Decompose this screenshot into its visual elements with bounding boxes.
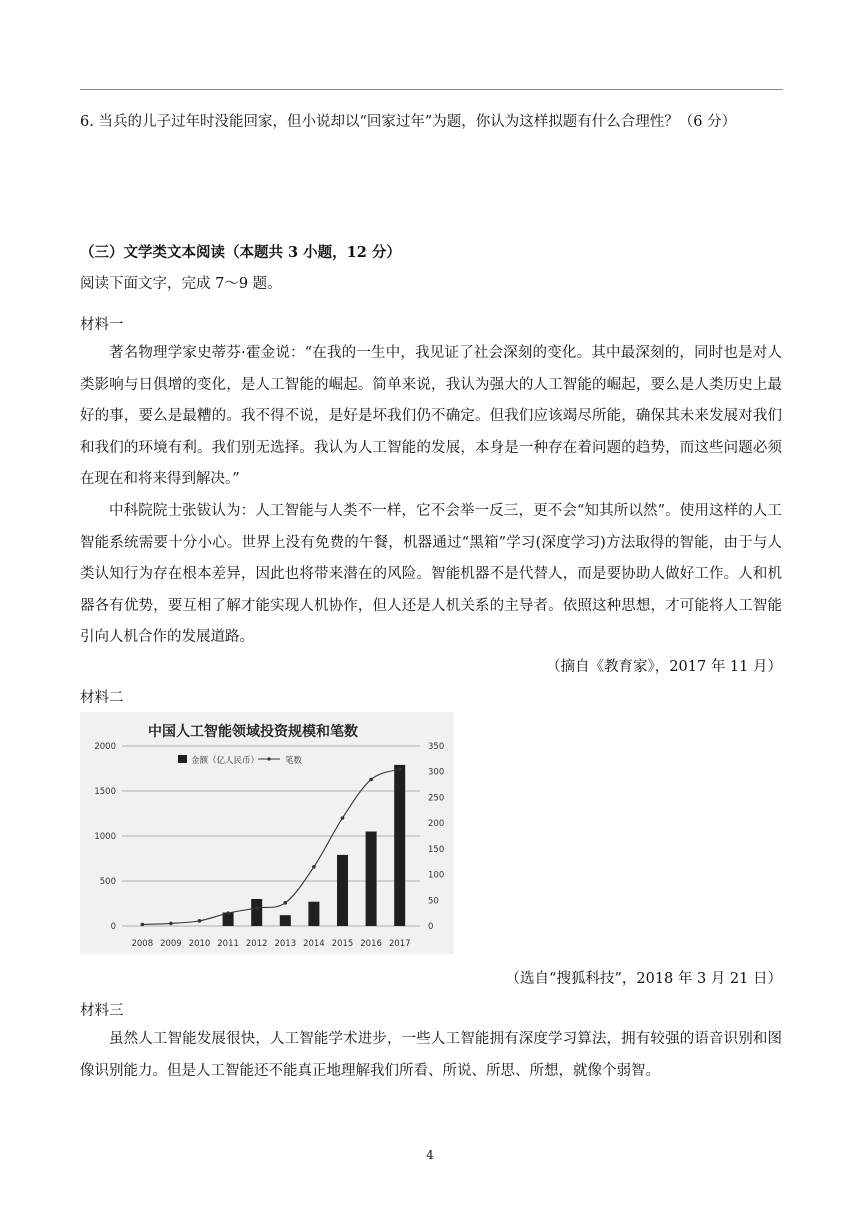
right-tick-label: 50 [428,896,439,907]
right-tick-label: 200 [428,819,445,830]
x-tick-label: 2009 [160,939,182,949]
count-point [169,922,173,926]
instruction: 阅读下面文字，完成 7～9 题。 [80,276,282,292]
section-title: （三）文学类文本阅读（本题共 3 小题，12 分） [80,244,401,261]
count-point [226,911,230,915]
x-tick-label: 2015 [331,939,354,949]
material1-para2: 中科院院士张钹认为：人工智能与人类不一样，它不会举一反三，更不会“知其所以然”。使用这样的人工智能系统需要十分小心。世界上没有免费的午餐，机器通过“黑箱”学习(深度学习)方法取得的智能，由于与人类认知行为存在根本差异，因此也将带来潜在的风险。智能机器不是代替人，而是要协助人做好工作。人和机器各有优势，要互相了解才能实现人机协作，但人还是人机关系的主导者。依照这种思想，才可能将人工智能引向人机合作的发展道路。 [80,503,782,646]
page-number: 4 [426,1148,434,1162]
count-line [142,769,399,924]
chart-svg [80,712,454,954]
legend-line-marker [267,757,270,760]
legend-line-label: 笔数 [285,756,303,766]
material2-label: 材料二 [80,690,124,706]
bar [394,765,405,926]
right-tick-label: 300 [428,767,445,778]
bar [366,832,377,927]
count-point [141,923,145,927]
count-point [255,906,259,910]
count-point [341,816,345,820]
material1-source: （摘自《教育家》，2017 年 11 月） [546,659,782,675]
left-tick-label: 1000 [94,832,116,842]
right-tick-label: 250 [428,793,445,804]
x-tick-label: 2012 [245,939,268,949]
left-tick-label: 1500 [94,787,116,797]
legend-bar-label: 金额（亿人民币） [191,756,260,766]
x-tick-label: 2008 [131,939,154,949]
x-tick-label: 2014 [303,939,325,949]
investment-chart [80,712,454,954]
bar [251,899,262,926]
legend-bar-swatch [178,755,187,763]
left-tick-label: 0 [110,922,116,932]
material3-label: 材料三 [80,1003,124,1019]
question-6: 6. 当兵的儿子过年时没能回家，但小说却以“回家过年”为题，你认为这样拟题有什么合理性？（6 分） [80,114,737,130]
x-tick-label: 2011 [217,939,239,949]
bar [308,902,319,926]
left-tick-label: 2000 [94,742,116,752]
count-point [284,901,288,905]
count-point [312,865,316,869]
chart-title: 中国人工智能领域投资规模和笔数 [148,724,358,740]
chart-legend [178,755,303,766]
x-tick-label: 2013 [274,939,297,949]
bar [337,855,348,926]
right-tick-label: 150 [428,844,445,855]
header-rule [80,89,783,90]
x-tick-label: 2017 [388,939,411,949]
count-point [369,778,373,782]
material2-source: （选自“搜狐科技”，2018 年 3 月 21 日） [505,971,782,987]
right-tick-label: 350 [428,742,445,752]
bar [280,915,291,926]
right-tick-label: 0 [428,922,434,932]
material3-para1: 虽然人工智能发展很快，人工智能学术进步，一些人工智能拥有深度学习算法，拥有较强的语音识别和图像识别能力。但是人工智能还不能真正地理解我们所看、所说、所思、所想，就像个弱智。 [80,1031,782,1079]
material1-para1: 著名物理学家史蒂芬·霍金说：“在我的一生中，我见证了社会深刻的变化。其中最深刻的，同时也是对人类影响与日俱增的变化，是人工智能的崛起。简单来说，我认为强大的人工智能的崛起，要么是人类历史上最好的事，要么是最糟的。我不得不说，是好是坏我们仍不确定。但我们应该竭尽所能，确保其未来发展对我们和我们的环境有利。我们别无选择。我认为人工智能的发展，本身是一种存在着问题的趋势，而这些问题必须在现在和将来得到解决。” [80,345,782,488]
count-point [198,919,202,923]
x-tick-label: 2016 [360,939,382,949]
left-tick-label: 500 [99,877,116,887]
material1-label: 材料一 [80,317,124,333]
x-tick-label: 2010 [188,939,211,949]
right-tick-label: 100 [428,870,445,881]
count-point [398,767,402,771]
